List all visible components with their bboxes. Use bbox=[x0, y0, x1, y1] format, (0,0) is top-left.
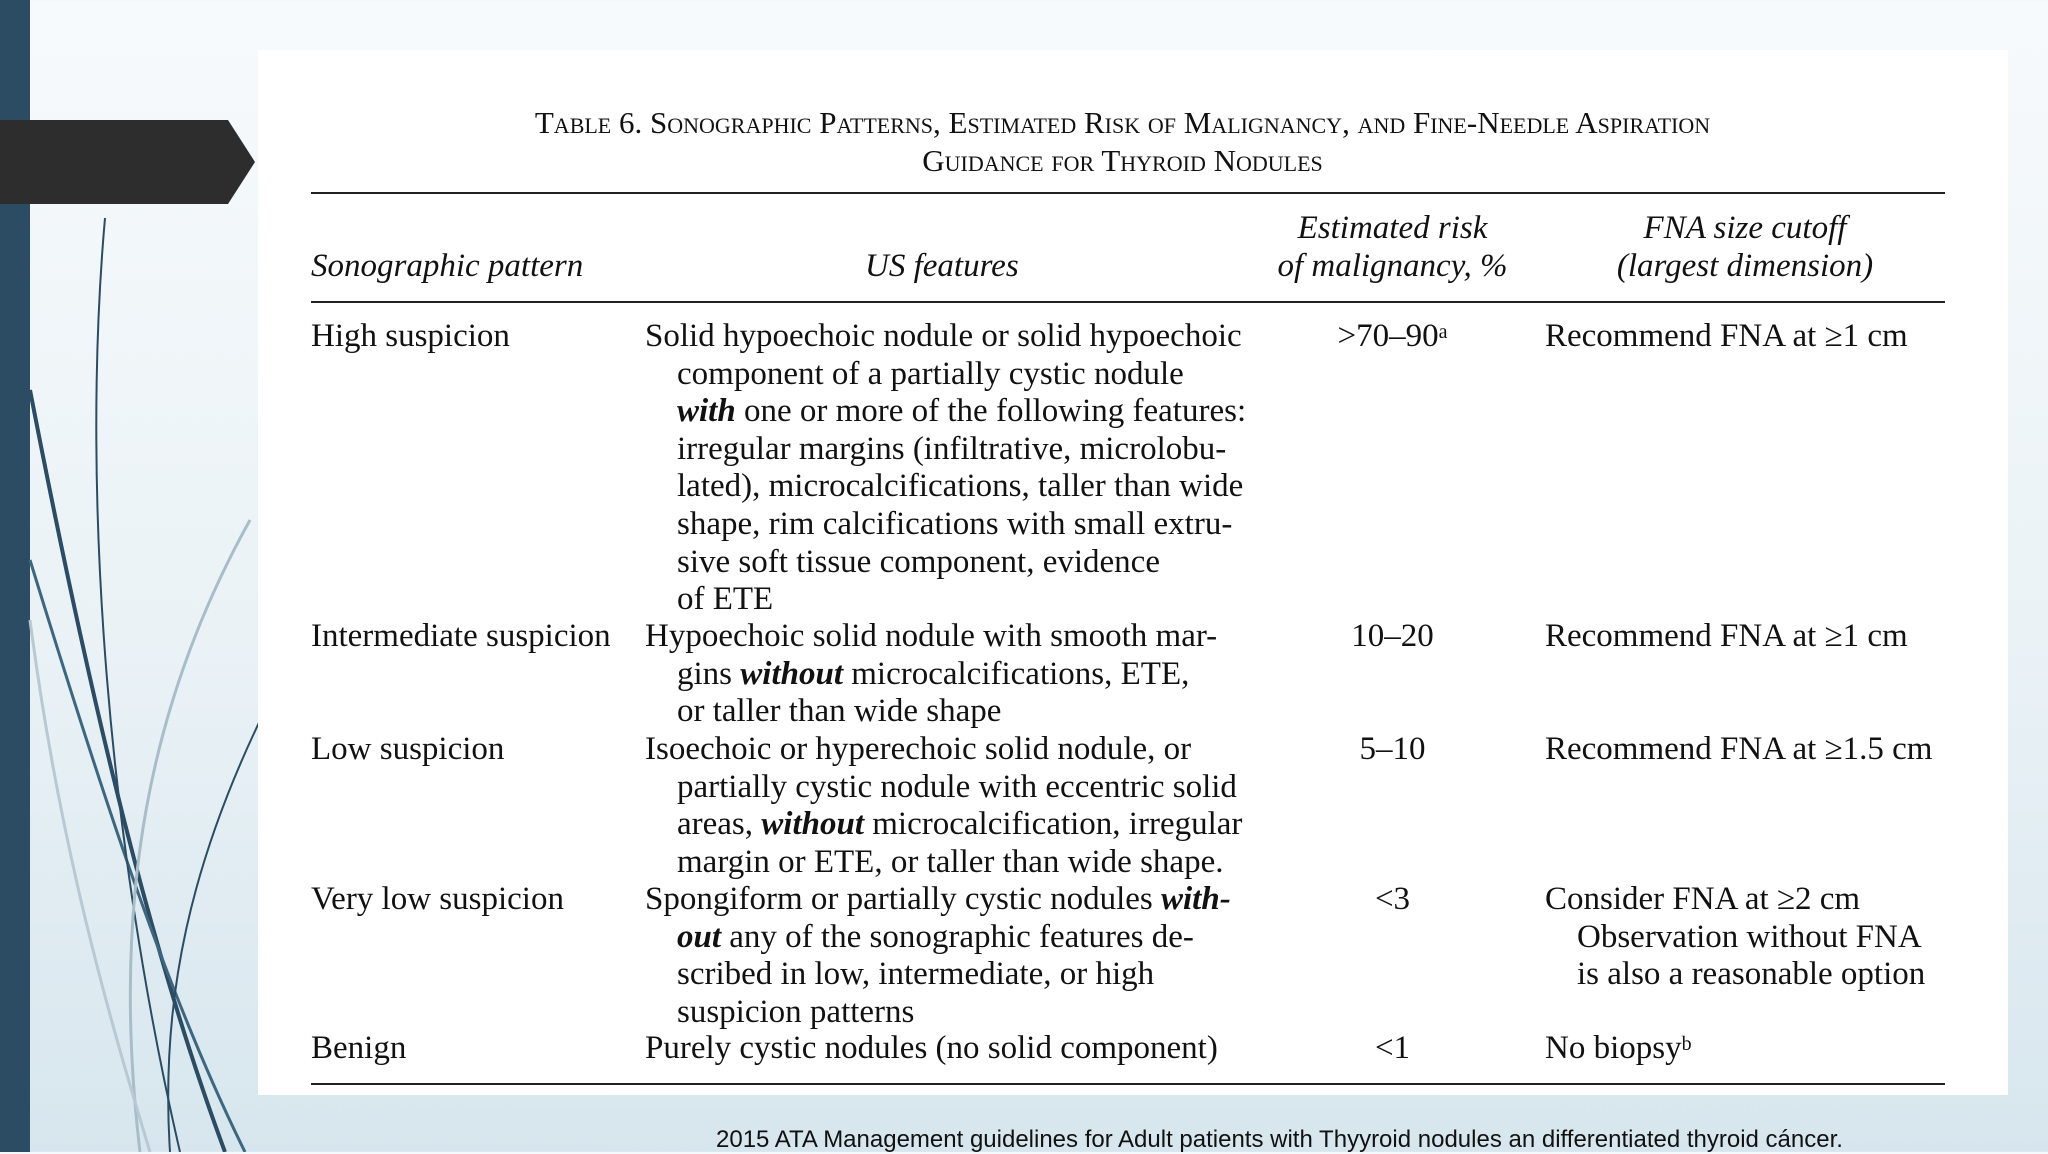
feature-line bbox=[645, 393, 1246, 431]
row-fna-cutoff bbox=[1545, 618, 1908, 656]
feature-text: one or more of the following features: bbox=[735, 393, 1247, 430]
row-us-features bbox=[645, 618, 1217, 731]
risk-value: 5–10 bbox=[1359, 731, 1426, 767]
feature-line bbox=[645, 806, 1242, 844]
feature-line: Purely cystic nodules (no solid component) bbox=[645, 1030, 1218, 1066]
feature-emphasis: out bbox=[677, 918, 722, 955]
feature-line: or taller than wide shape bbox=[677, 693, 1002, 730]
row-fna-cutoff bbox=[1545, 1030, 1692, 1068]
header-risk-line-1: Estimated risk bbox=[1297, 210, 1488, 246]
table-title bbox=[300, 104, 1945, 180]
fna-line bbox=[1545, 618, 1908, 656]
row-pattern: Very low suspicion bbox=[311, 881, 564, 917]
feature-text: gins bbox=[677, 655, 741, 692]
fna-line bbox=[1545, 731, 1932, 769]
risk-value: <3 bbox=[1374, 881, 1411, 917]
citation-caption: 2015 ATA Management guidelines for Adult patients with Thyyroid nodules an differentiated thyroid cáncer. bbox=[716, 1126, 1843, 1153]
fna-line bbox=[1545, 318, 1908, 356]
feature-line: sive soft tissue component, evidence bbox=[677, 543, 1160, 580]
feature-line bbox=[645, 919, 1231, 957]
feature-line: of ETE bbox=[677, 581, 774, 618]
feature-emphasis: with- bbox=[1161, 881, 1231, 917]
feature-line: Isoechoic or hyperechoic solid nodule, or bbox=[645, 731, 1192, 767]
feature-line bbox=[645, 881, 1231, 919]
risk-value: >70–90 bbox=[1337, 318, 1439, 354]
feature-emphasis: without bbox=[761, 806, 865, 843]
fna-text: Recommend FNA at ≥1 cm bbox=[1545, 318, 1908, 354]
feature-line: margin or ETE, or taller than wide shape. bbox=[677, 843, 1224, 880]
fna-text: Recommend FNA at ≥1.5 cm bbox=[1545, 731, 1933, 767]
feature-text: microcalcification, irregular bbox=[864, 806, 1243, 843]
row-us-features bbox=[645, 881, 1231, 1031]
feature-text: areas, bbox=[677, 806, 762, 843]
fna-line bbox=[1545, 1030, 1692, 1068]
fna-line bbox=[1545, 881, 1925, 919]
feature-line: lated), microcalcifications, taller than wide bbox=[677, 468, 1244, 505]
feature-line bbox=[645, 656, 1217, 694]
slide-title-tab bbox=[0, 120, 255, 204]
feature-emphasis: with bbox=[677, 393, 736, 430]
risk-value: 10–20 bbox=[1351, 618, 1434, 654]
row-estimated-risk bbox=[1265, 881, 1520, 919]
table-top-rule bbox=[311, 192, 1945, 194]
feature-line: scribed in low, intermediate, or high bbox=[677, 956, 1155, 993]
header-fna-line-2: (largest dimension) bbox=[1616, 248, 1874, 284]
fna-text: Consider FNA at ≥2 cm bbox=[1545, 881, 1861, 917]
fna-text: Recommend FNA at ≥1 cm bbox=[1545, 618, 1908, 654]
footnote-marker: b bbox=[1681, 1033, 1692, 1055]
header-estimated-risk bbox=[1265, 209, 1520, 285]
header-us-features: US features bbox=[865, 248, 1019, 284]
header-sonographic-pattern: Sonographic pattern bbox=[311, 248, 584, 284]
table-title-line-1: Table 6. Sonographic Patterns, Estimated Risk of Malignancy, and Fine-Needle Aspiration bbox=[534, 105, 1711, 140]
fna-text: No biopsy bbox=[1545, 1030, 1682, 1066]
row-estimated-risk bbox=[1265, 1030, 1520, 1068]
header-risk-line-2: of malignancy, % bbox=[1277, 248, 1508, 284]
row-us-features bbox=[645, 731, 1242, 881]
risk-value: <1 bbox=[1374, 1030, 1411, 1066]
fna-line bbox=[1545, 956, 1925, 994]
row-estimated-risk bbox=[1265, 618, 1520, 656]
table-title-line-2: Guidance for Thyroid Nodules bbox=[922, 143, 1323, 178]
fna-line bbox=[1545, 919, 1925, 957]
feature-emphasis: without bbox=[740, 655, 843, 692]
header-fna-size-cutoff bbox=[1600, 209, 1890, 285]
row-estimated-risk bbox=[1265, 318, 1520, 356]
row-pattern: Low suspicion bbox=[311, 731, 505, 767]
row-fna-cutoff bbox=[1545, 318, 1908, 356]
feature-line: Hypoechoic solid nodule with smooth mar- bbox=[645, 618, 1218, 654]
row-pattern: High suspicion bbox=[311, 318, 510, 354]
fna-text: is also a reasonable option bbox=[1577, 956, 1926, 993]
header-fna-line-1: FNA size cutoff bbox=[1643, 210, 1847, 246]
feature-text: Spongiform or partially cystic nodules bbox=[645, 881, 1161, 917]
table-bottom-rule bbox=[311, 1083, 1945, 1085]
feature-text: any of the sonographic features de- bbox=[721, 918, 1194, 955]
feature-line: shape, rim calcifications with small extru- bbox=[677, 505, 1233, 542]
row-pattern: Intermediate suspicion bbox=[311, 618, 611, 654]
feature-line: Solid hypoechoic nodule or solid hypoechoic bbox=[645, 318, 1242, 354]
row-pattern: Benign bbox=[311, 1030, 407, 1066]
row-fna-cutoff bbox=[1545, 731, 1932, 769]
feature-line: suspicion patterns bbox=[677, 993, 915, 1030]
row-estimated-risk bbox=[1265, 731, 1520, 769]
fna-text: Observation without FNA bbox=[1577, 918, 1922, 955]
table-header-rule bbox=[311, 301, 1945, 303]
feature-line: component of a partially cystic nodule bbox=[677, 355, 1184, 392]
row-us-features bbox=[645, 318, 1246, 619]
row-us-features bbox=[645, 1030, 1218, 1068]
feature-line: partially cystic nodule with eccentric solid bbox=[677, 768, 1237, 805]
row-fna-cutoff bbox=[1545, 881, 1925, 994]
footnote-marker: a bbox=[1438, 321, 1448, 343]
feature-text: microcalcifications, ETE, bbox=[843, 655, 1190, 692]
feature-line: irregular margins (infiltrative, microlobu- bbox=[677, 430, 1227, 467]
